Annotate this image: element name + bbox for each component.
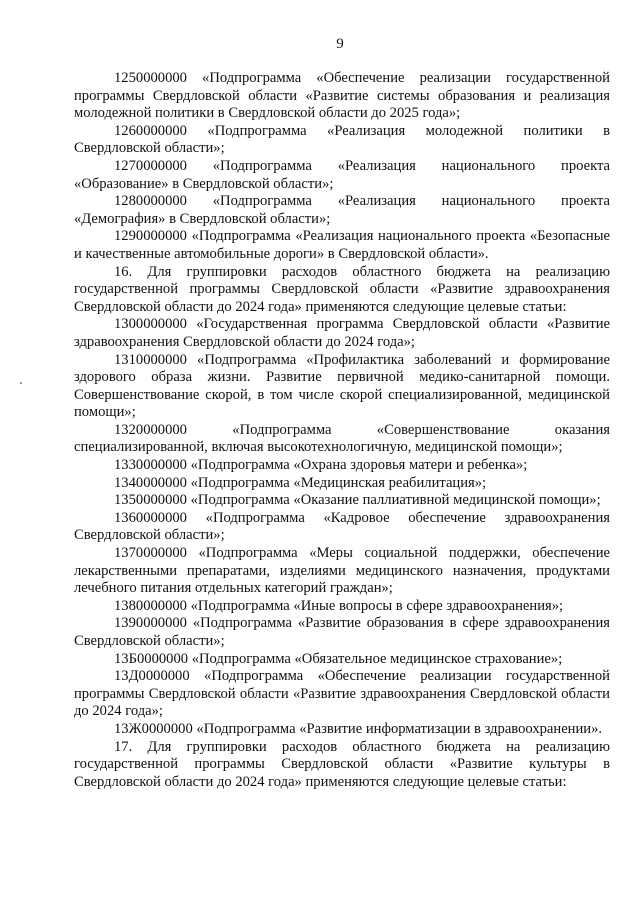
paragraph-1370000000: 1370000000 «Подпрограмма «Меры социальной поддержки, обеспечение лекарственными препаратами, изделиями медицинского назначения, продуктами лечебного питания отдельных категорий граждан»; (74, 545, 610, 597)
document-body (74, 70, 610, 791)
paragraph-1360000000: 1360000000 «Подпрограмма «Кадровое обеспечение здравоохранения Свердловской области»; (74, 509, 610, 544)
paragraph-1310000000: 1310000000 «Подпрограмма «Профилактика заболеваний и формирование здорового образа жизни. Развитие первичной медико-санитарной помощи. Совершенствование скорой, в том числе скорой специализированной, медицинской помощи»; (74, 351, 610, 421)
paragraph-1320000000: 1320000000 «Подпрограмма «Совершенствование оказания специализированной, включая высокотехнологичную, медицинской помощи»; (74, 421, 610, 456)
paragraph-1340000000: 1340000000 «Подпрограмма «Медицинская реабилитация»; (114, 474, 487, 491)
paragraph-13D0000000: 13Д0000000 «Подпрограмма «Обеспечение реализации государственной программы Свердловской области «Развитие здравоохранения Свердловской области до 2024 года»; (74, 668, 610, 720)
paragraph-section-17: 17. Для группировки расходов областного бюджета на реализацию государственной программы Свердловской области «Развитие культуры в Свердловской области до 2024 года» применяются следующие целевые статьи: (74, 738, 610, 790)
page-number: 9 (336, 36, 344, 52)
paragraph-1270000000: 1270000000 «Подпрограмма «Реализация национального проекта «Образование» в Свердловской области»; (74, 157, 610, 192)
paragraph-13B0000000: 13Б0000000 «Подпрограмма «Обязательное медицинское страхование»; (114, 650, 563, 667)
paragraph-1300000000: 1300000000 «Государственная программа Свердловской области «Развитие здравоохранения Свердловской области до 2024 года»; (74, 316, 610, 350)
paragraph-1350000000: 1350000000 «Подпрограмма «Оказание паллиативной медицинской помощи»; (114, 492, 601, 509)
paragraph-13Zh0000000: 13Ж0000000 «Подпрограмма «Развитие информатизации в здравоохранении». (114, 720, 603, 737)
paragraph-1390000000: 1390000000 «Подпрограмма «Развитие образования в сфере здравоохранения Свердловской области»; (74, 615, 610, 649)
paragraph-1280000000: 1280000000 «Подпрограмма «Реализация национального проекта «Демография» в Свердловской области»; (74, 193, 610, 227)
paragraph-section-16: 16. Для группировки расходов областного бюджета на реализацию государственной программы Свердловской области «Развитие здравоохранения Свердловской области до 2024 года» применяются следующие целевые статьи: (74, 263, 610, 315)
paragraph-1290000000: 1290000000 «Подпрограмма «Реализация национального проекта «Безопасные и качественные автомобильные дороги» в Свердловской области». (74, 228, 610, 262)
paragraph-1250000000: 1250000000 «Подпрограмма «Обеспечение реализации государственной программы Свердловской области «Развитие системы образования и реализация молодежной политики в Свердловской области до 2025 года»; (74, 70, 610, 122)
paragraph-1330000000: 1330000000 «Подпрограмма «Охрана здоровья матери и ребенка»; (114, 457, 528, 474)
paragraph-1260000000: 1260000000 «Подпрограмма «Реализация молодежной политики в Свердловской области»; (74, 122, 610, 157)
margin-mark (20, 382, 22, 384)
paragraph-1380000000: 1380000000 «Подпрограмма «Иные вопросы в сфере здравоохранения»; (114, 597, 564, 614)
